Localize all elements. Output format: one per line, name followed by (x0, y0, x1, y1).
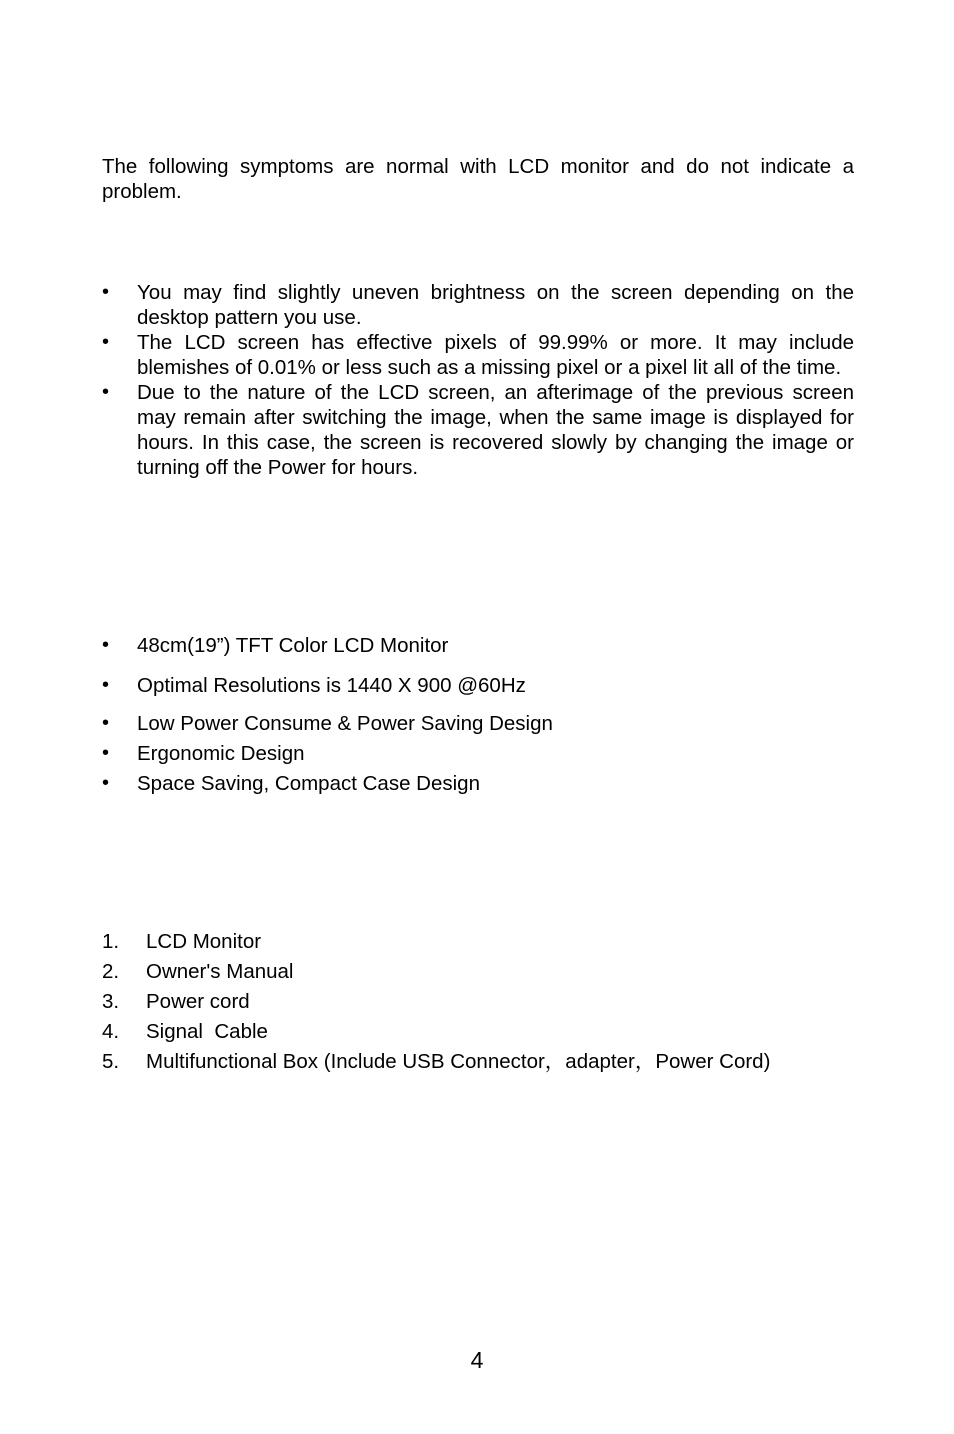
feature-text: Space Saving, Compact Case Design (137, 772, 480, 795)
list-item (102, 633, 854, 658)
item-label: Power cord (146, 990, 250, 1013)
page-number: 4 (470, 1347, 484, 1373)
list-item (102, 280, 854, 330)
list-item (102, 711, 854, 736)
feature-text: Optimal Resolutions is 1440 X 900 @60Hz (137, 674, 526, 697)
item-number: 1. (102, 930, 120, 953)
item-label: LCD Monitor (146, 930, 262, 953)
item-label: Signal Cable (146, 1020, 268, 1043)
feature-text: 48cm(19”) TFT Color LCD Monitor (137, 634, 449, 657)
list-item (102, 929, 854, 954)
symptom-text: The LCD screen has effective pixels of 99.99% or more. It may include blemishes of 0.01% or less such as a missing pixel or a pixel lit all of the time. (137, 331, 854, 379)
list-item (102, 1019, 854, 1044)
symptom-text: You may find slightly uneven brightness on the screen depending on the desktop pattern you use. (137, 281, 854, 329)
bullet-icon: • (102, 712, 110, 734)
item-number: 5. (102, 1050, 120, 1073)
feature-text: Ergonomic Design (137, 742, 305, 765)
symptoms-list (102, 280, 854, 480)
list-item (102, 989, 854, 1014)
item-number: 2. (102, 960, 120, 983)
item-number: 4. (102, 1020, 120, 1043)
symptom-text: Due to the nature of the LCD screen, an afterimage of the previous screen may remain after switching the image, when the same image is displayed for hours. In this case, the screen is recovered slowly by changing the image or turning off the Power for hours. (137, 381, 854, 479)
list-item (102, 380, 854, 480)
bullet-icon: • (102, 381, 110, 403)
list-item (102, 741, 854, 766)
list-item (102, 1049, 854, 1074)
list-item (102, 330, 854, 380)
list-item (102, 673, 854, 698)
list-item (102, 959, 854, 984)
feature-text: Low Power Consume & Power Saving Design (137, 712, 553, 735)
item-label: Multifunctional Box (Include USB Connector，adapter，Power Cord) (146, 1050, 771, 1073)
bullet-icon: • (102, 634, 110, 656)
intro-paragraph: The following symptoms are normal with LCD monitor and do not indicate a problem. (102, 155, 854, 203)
item-number: 3. (102, 990, 120, 1013)
bullet-icon: • (102, 674, 110, 696)
list-item (102, 771, 854, 796)
package-contents-list (102, 929, 854, 1079)
bullet-icon: • (102, 772, 110, 794)
bullet-icon: • (102, 331, 110, 353)
features-list (102, 633, 854, 796)
bullet-icon: • (102, 281, 110, 303)
bullet-icon: • (102, 742, 110, 764)
item-label: Owner's Manual (146, 960, 294, 983)
